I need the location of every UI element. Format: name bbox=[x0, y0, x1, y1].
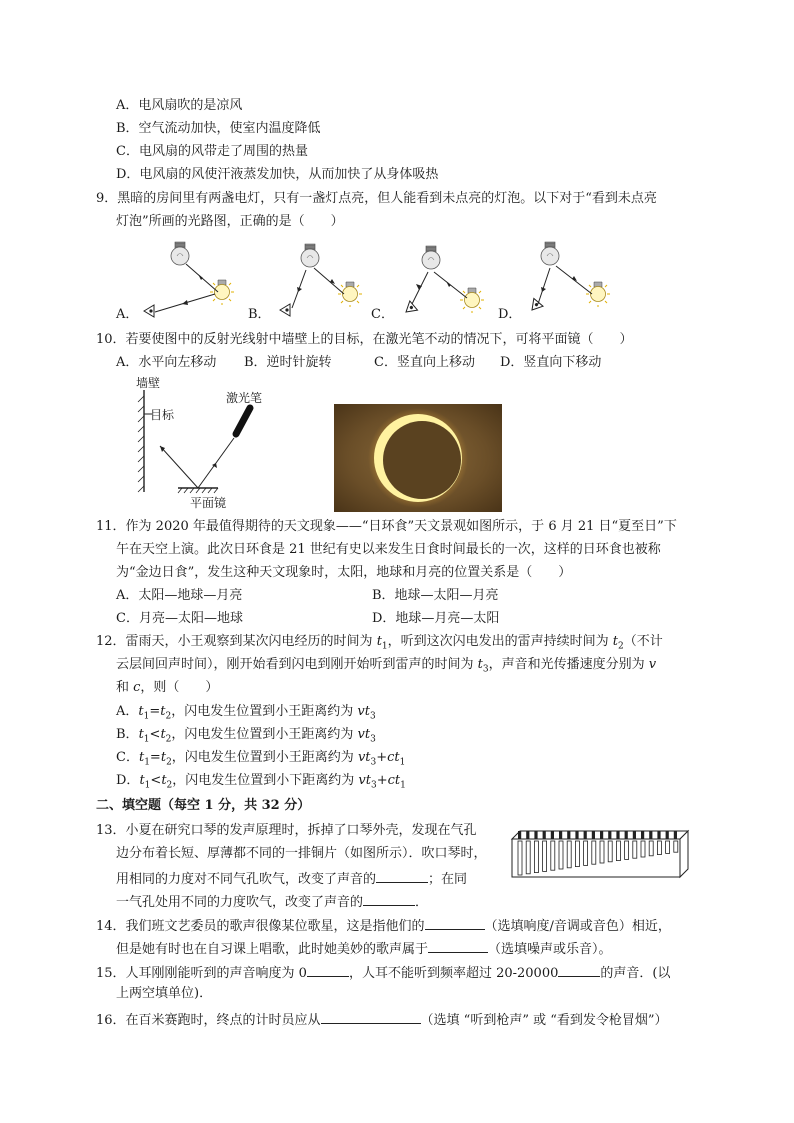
harmonica-comb-tooth bbox=[543, 831, 546, 839]
q13-blank-1[interactable] bbox=[376, 868, 428, 883]
option-c-diagram bbox=[402, 246, 484, 317]
q14-blank-2[interactable] bbox=[428, 938, 488, 953]
harmonica-reed bbox=[551, 841, 555, 870]
q12-option-c: C．$t_1=t_2$，闪电发生位置到小王距离约为 $vt_3+ct_1$ bbox=[116, 750, 406, 768]
section-2-heading: 二、填空题（每空 1 分，共 32 分） bbox=[96, 798, 311, 813]
q8-option-c: C．电风扇的风带走了周围的热量 bbox=[116, 144, 308, 159]
harmonica-comb-tooth bbox=[551, 831, 554, 839]
harmonica-comb-tooth bbox=[633, 831, 636, 839]
harmonica-reed bbox=[526, 841, 530, 874]
q11-stem-line2: 午在天空上演。此次日环食是 21 世纪有史以来发生日食时间最长的一次，这样的日环食也被称 bbox=[116, 542, 661, 557]
q9-stem-line2: 灯泡”所画的光路图，正确的是（ ） bbox=[116, 214, 344, 229]
q14-stem-line2: 但是她有时也在自习课上唱歌，此时她美妙的歌声属于 （选填噪声或乐音）。 bbox=[116, 938, 612, 959]
q8-option-d: D．电风扇的风使汗液蒸发加快，从而加快了从身体吸热 bbox=[116, 167, 439, 182]
harmonica-reed bbox=[518, 841, 522, 875]
harmonica-reed bbox=[616, 841, 620, 861]
q15-stem-line2: 上两空填单位)． bbox=[116, 986, 213, 1001]
q13-stem-line1: 13．小夏在研究口琴的发声原理时，拆掉了口琴外壳，发现在气孔 bbox=[96, 823, 477, 838]
harmonica-comb-tooth bbox=[526, 831, 529, 839]
laser-pen-label: 激光笔 bbox=[226, 391, 263, 405]
q14-blank-1[interactable] bbox=[425, 915, 485, 930]
q12-option-d: D．$t_1<t_2$，闪电发生位置到小下距离约为 $vt_3+ct_1$ bbox=[116, 773, 406, 791]
q16-stem-line1: 16．在百米赛跑时，终点的计时员应从 （选填 “听到枪声” 或 “看到发令枪冒烟”） bbox=[96, 1009, 668, 1030]
harmonica-comb-tooth bbox=[608, 831, 611, 839]
option-d-diagram bbox=[527, 242, 610, 314]
harmonica-reed bbox=[649, 841, 653, 856]
option-a-diagram bbox=[144, 242, 234, 317]
harmonica-reed bbox=[600, 841, 604, 863]
harmonica-comb-tooth bbox=[592, 831, 595, 839]
q11-stem-line1: 11．作为 2020 年最值得期待的天文现象——“日环食”天文景观如图所示，于 6 月 21 日“夏至日”下 bbox=[96, 519, 677, 534]
harmonica-reed bbox=[567, 841, 571, 868]
harmonica-comb-tooth bbox=[575, 831, 578, 839]
q11-stem-line3: 为“金边日食”，发生这种天文现象时，太阳，地球和月亮的位置关系是（ ） bbox=[116, 565, 572, 580]
q8-option-b: B．空气流动加快，使室内温度降低 bbox=[116, 121, 321, 136]
harmonica-comb-tooth bbox=[584, 831, 587, 839]
harmonica-reed bbox=[575, 841, 579, 867]
q8-option-a: A．电风扇吹的是凉风 bbox=[116, 98, 243, 113]
q9-option-a: A． bbox=[116, 307, 139, 322]
q14-stem-line1: 14．我们班文艺委员的歌声很像某位歌星，这是指他们的 （选填响度/音调或音色）相近， bbox=[96, 915, 671, 936]
q13-stem-line3: 用相同的力度对不同气孔吹气，改变了声音的 ；在同 bbox=[116, 868, 467, 889]
harmonica-reed bbox=[633, 841, 637, 858]
q10-option-d: D．竖直向下移动 bbox=[500, 355, 602, 370]
q10-option-c: C．竖直向上移动 bbox=[374, 355, 475, 370]
harmonica-comb-tooth bbox=[567, 831, 570, 839]
harmonica-comb-tooth bbox=[518, 831, 521, 839]
q10-option-b: B．逆时针旋转 bbox=[244, 355, 332, 370]
q11-option-c: C．月亮—太阳—地球 bbox=[116, 611, 243, 626]
harmonica-reed bbox=[543, 841, 547, 871]
q13-stem-line4: 一气孔处用不同的力度吹气，改变了声音的 ． bbox=[116, 891, 428, 912]
q13-blank-2[interactable] bbox=[363, 891, 415, 906]
harmonica-comb-tooth bbox=[534, 831, 537, 839]
harmonica-comb-tooth bbox=[666, 831, 669, 839]
q12-stem-line1: 12．雷雨天，小王观察到某次闪电经历的时间为 $t_1$，听到这次闪电发出的雷声持续时间为 $t_2$（不计 bbox=[96, 634, 663, 652]
harmonica-comb-tooth bbox=[649, 831, 652, 839]
annular-eclipse-photo bbox=[334, 404, 502, 512]
harmonica-reed bbox=[666, 841, 670, 853]
q15-blank-1[interactable] bbox=[307, 962, 349, 977]
harmonica-reed bbox=[584, 841, 588, 865]
q12-option-b: B．$t_1<t_2$，闪电发生位置到小王距离约为 $vt_3$ bbox=[116, 727, 376, 745]
q11-option-b: B．地球—太阳—月亮 bbox=[372, 588, 499, 603]
q12-option-a: A．$t_1=t_2$，闪电发生位置到小王距离约为 $vt_3$ bbox=[116, 704, 376, 722]
q12-stem-line3: 和 c，则（ ） bbox=[116, 680, 219, 695]
mirror-label: 平面镜 bbox=[190, 496, 227, 510]
harmonica-comb-tooth bbox=[616, 831, 619, 839]
q11-option-d: D．地球—月亮—太阳 bbox=[372, 611, 500, 626]
harmonica-comb-tooth bbox=[559, 831, 562, 839]
q9-option-b: B． bbox=[248, 307, 271, 322]
harmonica-reed bbox=[625, 841, 629, 859]
q9-option-c: C． bbox=[371, 307, 394, 322]
harmonica-reed bbox=[608, 841, 612, 862]
wall-label: 墙壁 bbox=[136, 376, 161, 390]
option-b-diagram bbox=[280, 244, 362, 316]
harmonica-reeds-figure bbox=[506, 827, 694, 883]
harmonica-comb-tooth bbox=[674, 831, 677, 839]
harmonica-comb-tooth bbox=[641, 831, 644, 839]
harmonica-reed bbox=[592, 841, 596, 864]
q9-option-d: D． bbox=[498, 307, 522, 322]
q12-stem-line2: 云层间回声时间），刚开始看到闪电到刚开始听到雷声的时间为 $t_3$，声音和光传播速度分别为 v bbox=[116, 657, 657, 675]
harmonica-comb-tooth bbox=[600, 831, 603, 839]
harmonica-reed bbox=[657, 841, 661, 855]
q11-option-a: A．太阳—地球—月亮 bbox=[116, 588, 243, 603]
q15-stem-line1: 15．人耳刚刚能听到的声音响度为 0 ，人耳不能听到频率超过 20-20000 的声音．(以 bbox=[96, 962, 670, 983]
harmonica-reed bbox=[534, 841, 538, 873]
harmonica-reed bbox=[641, 841, 645, 857]
q13-stem-line2: 边分布着长短、厚薄都不同的一排铜片（如图所示）．吹口琴时， bbox=[116, 846, 487, 861]
q10-option-a: A．水平向左移动 bbox=[116, 355, 217, 370]
harmonica-comb-tooth bbox=[657, 831, 660, 839]
q15-blank-2[interactable] bbox=[558, 962, 600, 977]
harmonica-reed bbox=[674, 841, 678, 852]
harmonica-reed bbox=[559, 841, 563, 869]
q10-stem: 10．若要使图中的反射光线射中墙壁上的目标，在激光笔不动的情况下，可将平面镜（ ） bbox=[96, 332, 633, 347]
q9-stem-line1: 9．黑暗的房间里有两盏电灯，只有一盏灯点亮，但人能看到未点亮的灯泡。以下对于“看到未点亮 bbox=[96, 191, 657, 206]
harmonica-comb-tooth bbox=[625, 831, 628, 839]
q16-blank-1[interactable] bbox=[321, 1009, 421, 1024]
target-label: 目标 bbox=[150, 408, 175, 422]
